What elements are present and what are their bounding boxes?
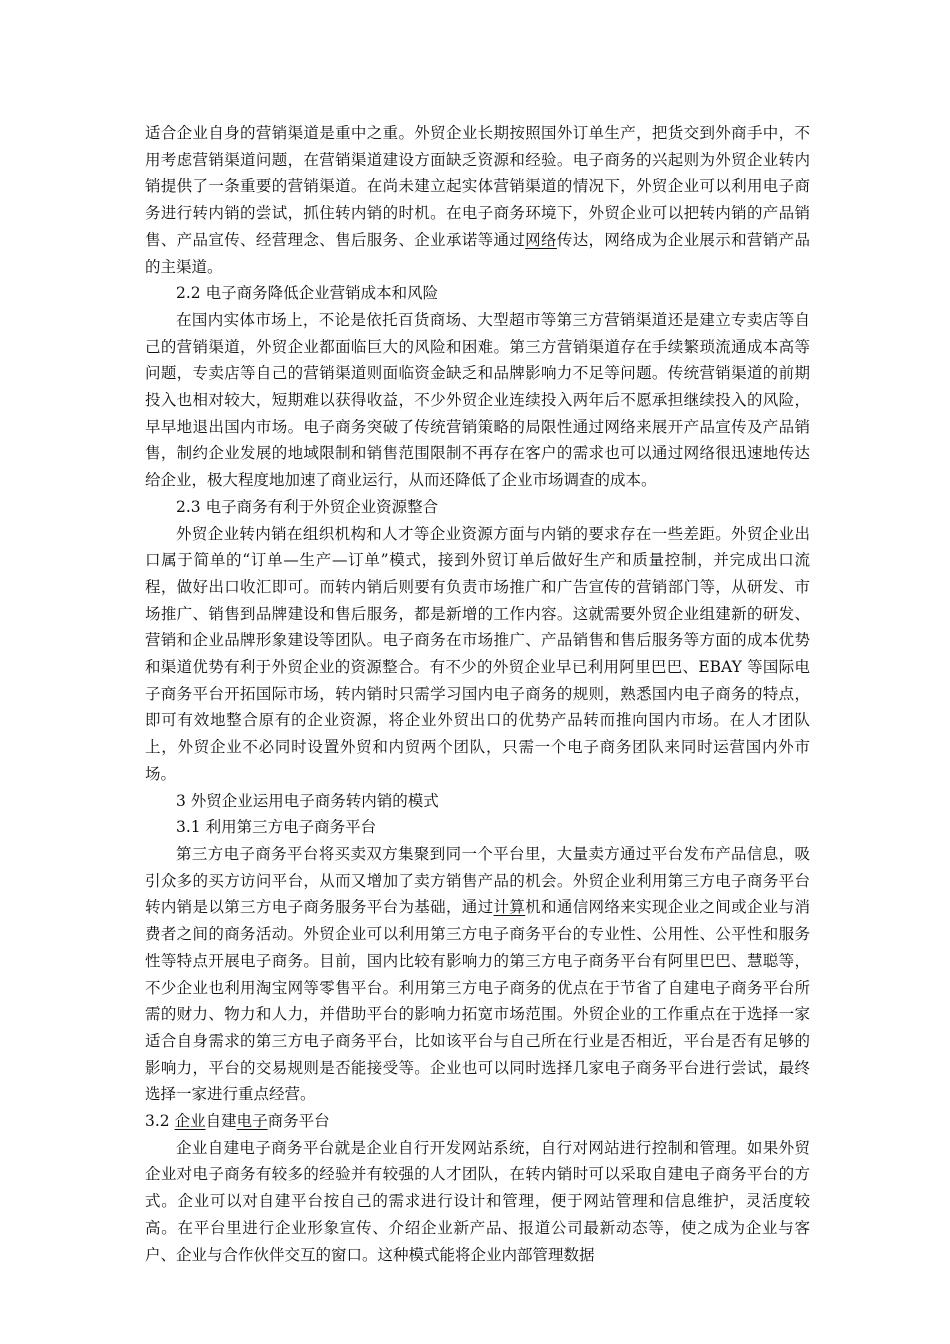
document-body bbox=[145, 120, 810, 1268]
paragraph-text: 第三方电子商务平台将买卖双方集聚到同一个平台里，大量卖方通过平台发布产品信息，吸引众多的买方访问平台，从而又增加了卖方销售产品的机会。外贸企业利用第三方电子商务平台转内销是以第三方电子商务服务平台为基础，通过 bbox=[145, 844, 810, 917]
section-heading-3: 3 外贸企业运用电子商务转内销的模式 bbox=[176, 791, 439, 810]
section-heading-3-2 bbox=[145, 1108, 810, 1135]
paragraph-resource-integration: 外贸企业转内销在组织机构和人才等企业资源方面与内销的要求存在一些差距。外贸企业出口属于简单的“订单—生产—订单”模式，接到外贸订单后做好生产和质量控制，并完成出口流程，做好出口收汇即可。而转内销后则要有负责市场推广和广告宣传的营销部门等，从研发、市场推广、销售到品牌建设和售后服务，都是新增的工作内容。这就需要外贸企业组建新的研发、营销和企业品牌形象建设等团队。电子商务在市场推广、产品销售和售后服务等方面的成本优势和渠道优势有利于外贸企业的资源整合。有不少的外贸企业早已利用阿里巴巴、EBAY 等国际电子商务平台开拓国际市场，转内销时只需学习国内电子商务的规则，熟悉国内电子商务的特点，即可有效地整合原有的企业资源，将企业外贸出口的优势产品转而推向国内市场。在人才团队上，外贸企业不必同时设置外贸和内贸两个团队，只需一个电子商务团队来同时运营国内外市场。 bbox=[145, 524, 810, 783]
hyperlink-network[interactable]: 网络 bbox=[525, 230, 557, 249]
heading-text: 商务平台 bbox=[267, 1112, 330, 1131]
section-heading-3-1: 3.1 利用第三方电子商务平台 bbox=[176, 818, 377, 837]
paragraph-text: 传达，网络成为企业展示和营销产品的主渠道。 bbox=[145, 230, 810, 276]
paragraph-third-party-platform bbox=[145, 841, 810, 1108]
section-heading-2-3: 2.3 电子商务有利于外贸企业资源整合 bbox=[176, 497, 439, 516]
paragraph-text: 机和通信网络来实现企业之间或企业与消费者之间的商务活动。外贸企业可以利用第三方电子商务平台的专业性、公用性、公平性和服务性等特点开展电子商务。目前，国内比较有影响力的第三方电子商务平台有阿里巴巴、慧聪等，不少企业也利用淘宝网等零售平台。利用第三方电子商务的优点在于节省了自建电子商务平台所需的财力、物力和人力，并借助平台的影响力拓宽市场范围。外贸企业的工作重点在于选择一家适合自身需求的第三方电子商务平台，比如该平台与自己所在行业是否相近，平台是否有足够的影响力，平台的交易规则是否能接受等。企业也可以同时选择几家电子商务平台进行尝试，最终选择一家进行重点经营。 bbox=[145, 898, 810, 1104]
hyperlink-electronic[interactable]: 电子 bbox=[236, 1112, 268, 1131]
paragraph-self-built-platform: 企业自建电子商务平台就是企业自行开发网站系统，自行对网站进行控制和管理。如果外贸企业对电子商务有较多的经验并有较强的人才团队，在转内销时可以采取自建电子商务平台的方式。企业可以对自建平台按自己的需求进行设计和管理，便于网站管理和信息维护，灵活度较高。在平台里进行企业形象宣传、介绍企业新产品、报道公司最新动态等，使之成为企业与客户、企业与合作伙伴交互的窗口。这种模式能将企业内部管理数据 bbox=[145, 1138, 810, 1264]
paragraph-text: 适合企业自身的营销渠道是重中之重。外贸企业长期按照国外订单生产，把货交到外商手中，不用考虑营销渠道问题，在营销渠道建设方面缺乏资源和经验。电子商务的兴起则为外贸企业转内销提供了一条重要的营销渠道。在尚未建立起实体营销渠道的情况下，外贸企业可以利用电子商务进行转内销的尝试，抓住转内销的时机。在电子商务环境下，外贸企业可以把转内销的产品销售、产品宣传、经营理念、售后服务、企业承诺等通过 bbox=[145, 124, 810, 249]
section-heading-2-2: 2.2 电子商务降低企业营销成本和风险 bbox=[176, 284, 439, 303]
heading-text: 自建 bbox=[205, 1112, 237, 1131]
hyperlink-computing[interactable]: 计算 bbox=[493, 898, 526, 917]
hyperlink-enterprise[interactable]: 企业 bbox=[174, 1112, 206, 1131]
heading-number: 3.2 bbox=[145, 1112, 175, 1131]
paragraph-cost-risk: 在国内实体市场上，不论是依托百货商场、大型超市等第三方营销渠道还是建立专卖店等自己的营销渠道，外贸企业都面临巨大的风险和困难。第三方营销渠道存在手续繁琐流通成本高等问题，专卖店等自己的营销渠道则面临资金缺乏和品牌影响力不足等问题。传统营销渠道的前期投入也相对较大，短期难以获得收益，不少外贸企业连续投入两年后不愿承担继续投入的风险，早早地退出国内市场。电子商务突破了传统营销策略的局限性通过网络来展开产品宣传及产品销售，制约企业发展的地域限制和销售范围限制不再存在客户的需求也可以通过网络很迅速地传达给企业，极大程度地加速了商业运行，从而还降低了企业市场调查的成本。 bbox=[145, 310, 810, 490]
paragraph-marketing-channel bbox=[145, 120, 810, 280]
